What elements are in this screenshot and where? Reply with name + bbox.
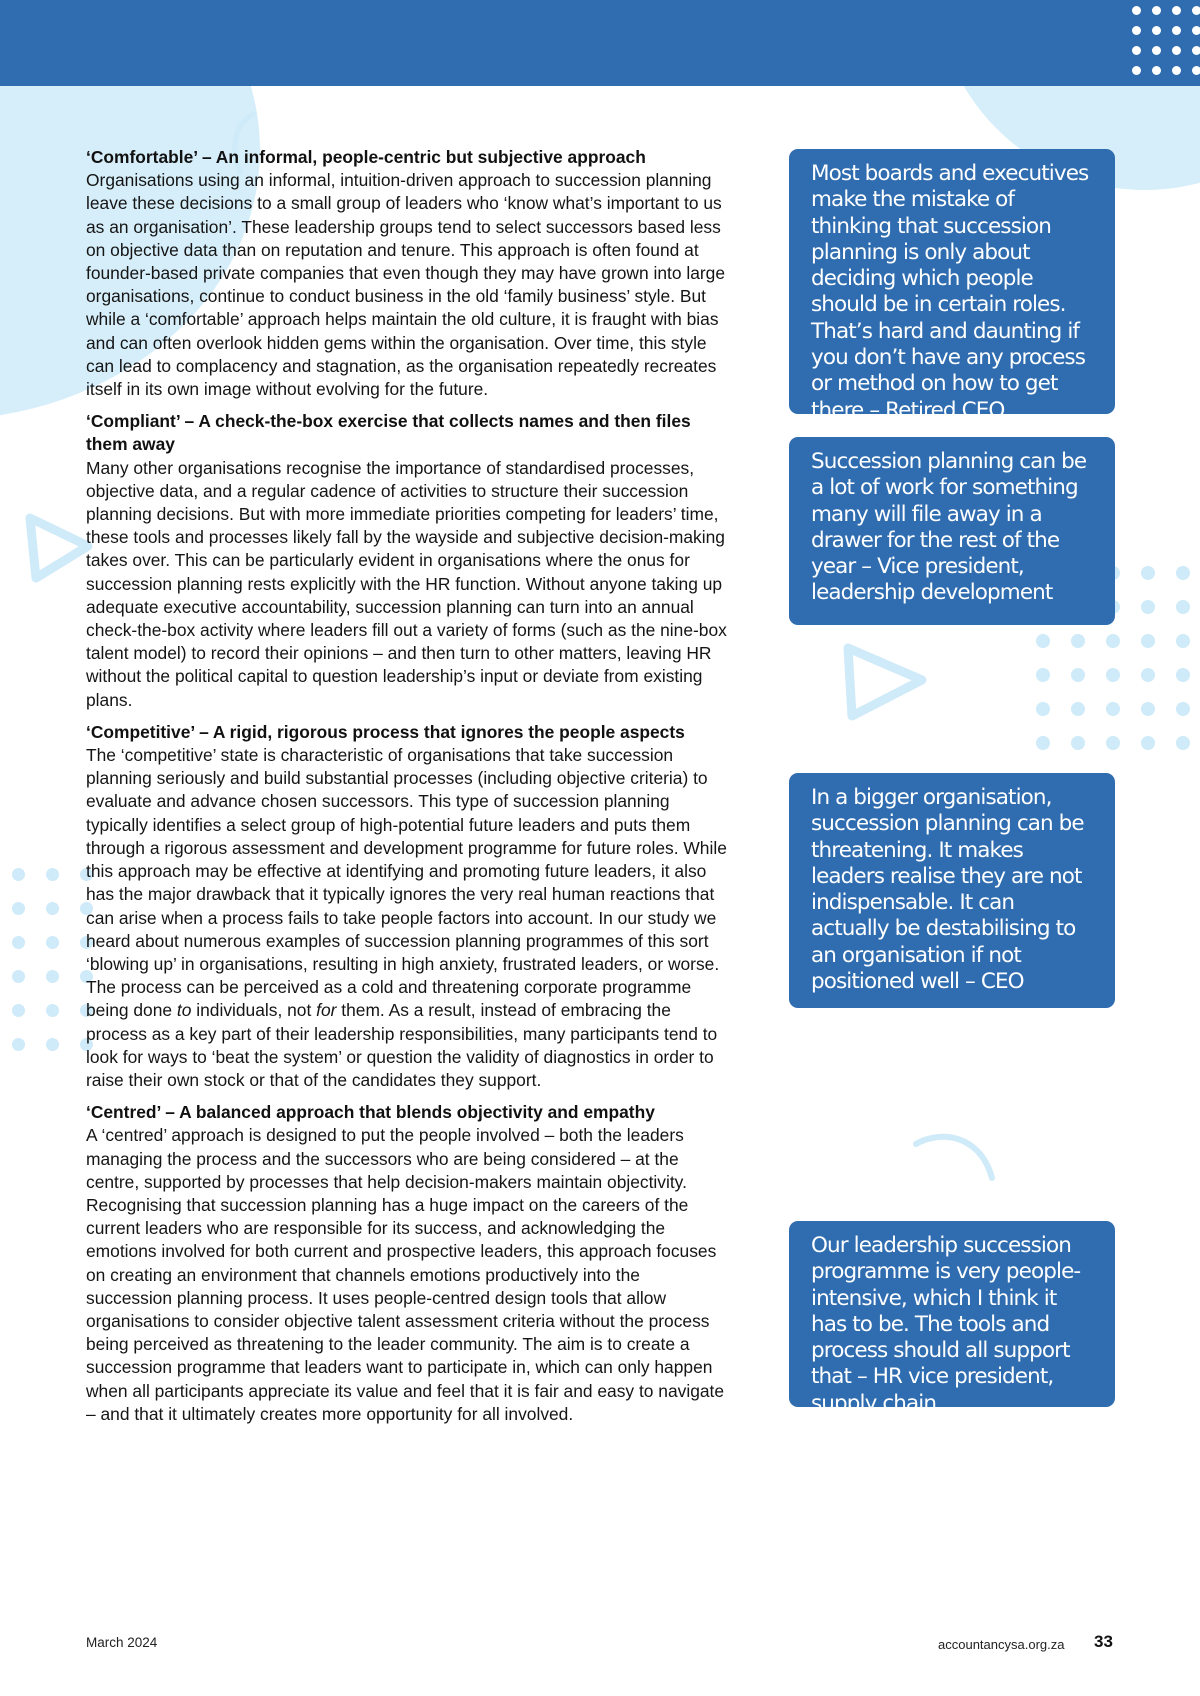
footer-website: accountancysa.org.za <box>938 1637 1065 1652</box>
section-compliant <box>86 410 730 712</box>
page-number: 33 <box>1094 1632 1113 1651</box>
section-paragraph: Organisations using an informal, intuition-driven approach to succession planning leave these decisions to a small group of leaders who ‘know what’s important to us as an organisation’. These leadership groups tend to select successors based less on objective data than on reputation and tenure. This approach is often found at founder-based private companies that even though they may have grown into large organisations, continue to conduct business in the old ‘family business’ style. But while a ‘comfortable’ approach helps maintain the old culture, it is fraught with bias and can often overlook hidden gems within the organisation. Over time, this style can lead to complacency and stagnation, as the organisation repeatedly recreates itself in its own image without evolving for the future. <box>86 170 726 400</box>
pull-quote-ceo: In a bigger organisation, succession planning can be threatening. It makes leaders realise they are not indispensable. It can actually be destabilising to an organisation if not positioned well – CEO <box>789 773 1115 1008</box>
paragraph-text: individuals, not <box>191 1000 317 1021</box>
header-bar <box>0 0 1200 86</box>
paragraph-text: them. As a result, instead of embracing the process as a key part of their leadership responsibilities, many participants tend to look for ways to ‘beat the system’ or question the validity of diagnostics in order to raise their own stock or that of the candidates they support. <box>86 1000 718 1090</box>
article-body <box>86 146 730 1435</box>
section-heading: ‘Centred’ – A balanced approach that blends objectivity and empathy <box>86 1102 655 1123</box>
arc-decoration-bottom <box>910 1130 1000 1190</box>
section-paragraph: A ‘centred’ approach is designed to put the people involved – both the leaders managing the process and the successors who are being considered – at the centre, supported by processes that help decision-makers maintain objectivity. Recognising that succession planning has a huge impact on the careers of the current leaders who are responsible for its success, and acknowledging the emotions involved for both current and prospective leaders, this approach focuses on creating an environment that channels emotions productively into the succession planning process. It uses people-centred design tools that allow organisations to consider objective talent assessment criteria without the process being perceived as threatening to the leader community. The aim is to create a succession programme that leaders want to participate in, which can only happen when all participants appreciate its value and feel that it is fair and easy to navigate – and that it ultimately creates more opportunity for all involved. <box>86 1125 725 1424</box>
play-triangle-icon-right <box>838 640 934 724</box>
emphasis-text: to <box>176 1000 192 1021</box>
emphasis-text: for <box>316 1000 337 1021</box>
dot-pattern-left <box>12 868 93 1051</box>
pull-quote-vice-president: Succession planning can be a lot of work for something many will file away in a drawer for the rest of the year – Vice president, leadership development <box>789 437 1115 625</box>
section-centred <box>86 1101 730 1426</box>
section-competitive <box>86 721 730 1092</box>
pull-quote-retired-ceo: Most boards and executives make the mistake of thinking that succession planning is only about deciding which people should be in certain roles. That’s hard and daunting if you don’t have any process or method on how to get there – Retired CEO <box>789 149 1115 414</box>
footer-date: March 2024 <box>86 1635 158 1650</box>
paragraph-text: The ‘competitive’ state is characteristic of organisations that take succession planning seriously and build substantial processes (including objective criteria) to evaluate and advance chosen successors. This type of succession planning typically identifies a select group of high-potential future leaders and puts them through a rigorous assessment and development programme for future roles. While this approach may be effective at identifying and promoting future leaders, it also has the major drawback that it typically ignores the very real human reactions that can arise when a process fails to take people factors into account. In our study we heard about numerous examples of succession planning programmes of this sort ‘blowing up’ in organisations, resulting in high anxiety, frustrated leaders, or worse. The process can be perceived as a cold and threatening corporate programme being done <box>86 745 727 1021</box>
section-heading: ‘Competitive’ – A rigid, rigorous process that ignores the people aspects <box>86 721 685 742</box>
dot-pattern-top <box>1132 6 1200 75</box>
section-heading: ‘Comfortable’ – An informal, people-centric but subjective approach <box>86 147 646 167</box>
pull-quote-hr-vice-president: Our leadership succession programme is very people-intensive, which I think it has to be. The tools and process should all support that – HR vice president, supply chain <box>789 1221 1115 1407</box>
section-heading: ‘Compliant’ – A check-the-box exercise that collects names and then files them away <box>86 411 691 455</box>
section-paragraph: Many other organisations recognise the importance of standardised processes, objective data, and a regular cadence of activities to structure their succession planning decisions. But with more immediate priorities competing for leaders’ time, these tools and processes likely fall by the wayside and subjective decision-making takes over. This can be particularly evident in organisations where the onus for succession planning rests explicitly with the HR function. Without anyone taking up adequate executive accountability, succession planning can turn into an annual check-the-box activity where leaders fill out a variety of forms (such as the nine-box talent model) to record their opinions – and then turn to other matters, leaving HR without the political capital to question leadership’s input or deviate from existing plans. <box>86 457 727 710</box>
section-comfortable <box>86 146 730 401</box>
section-paragraph <box>86 744 730 1092</box>
